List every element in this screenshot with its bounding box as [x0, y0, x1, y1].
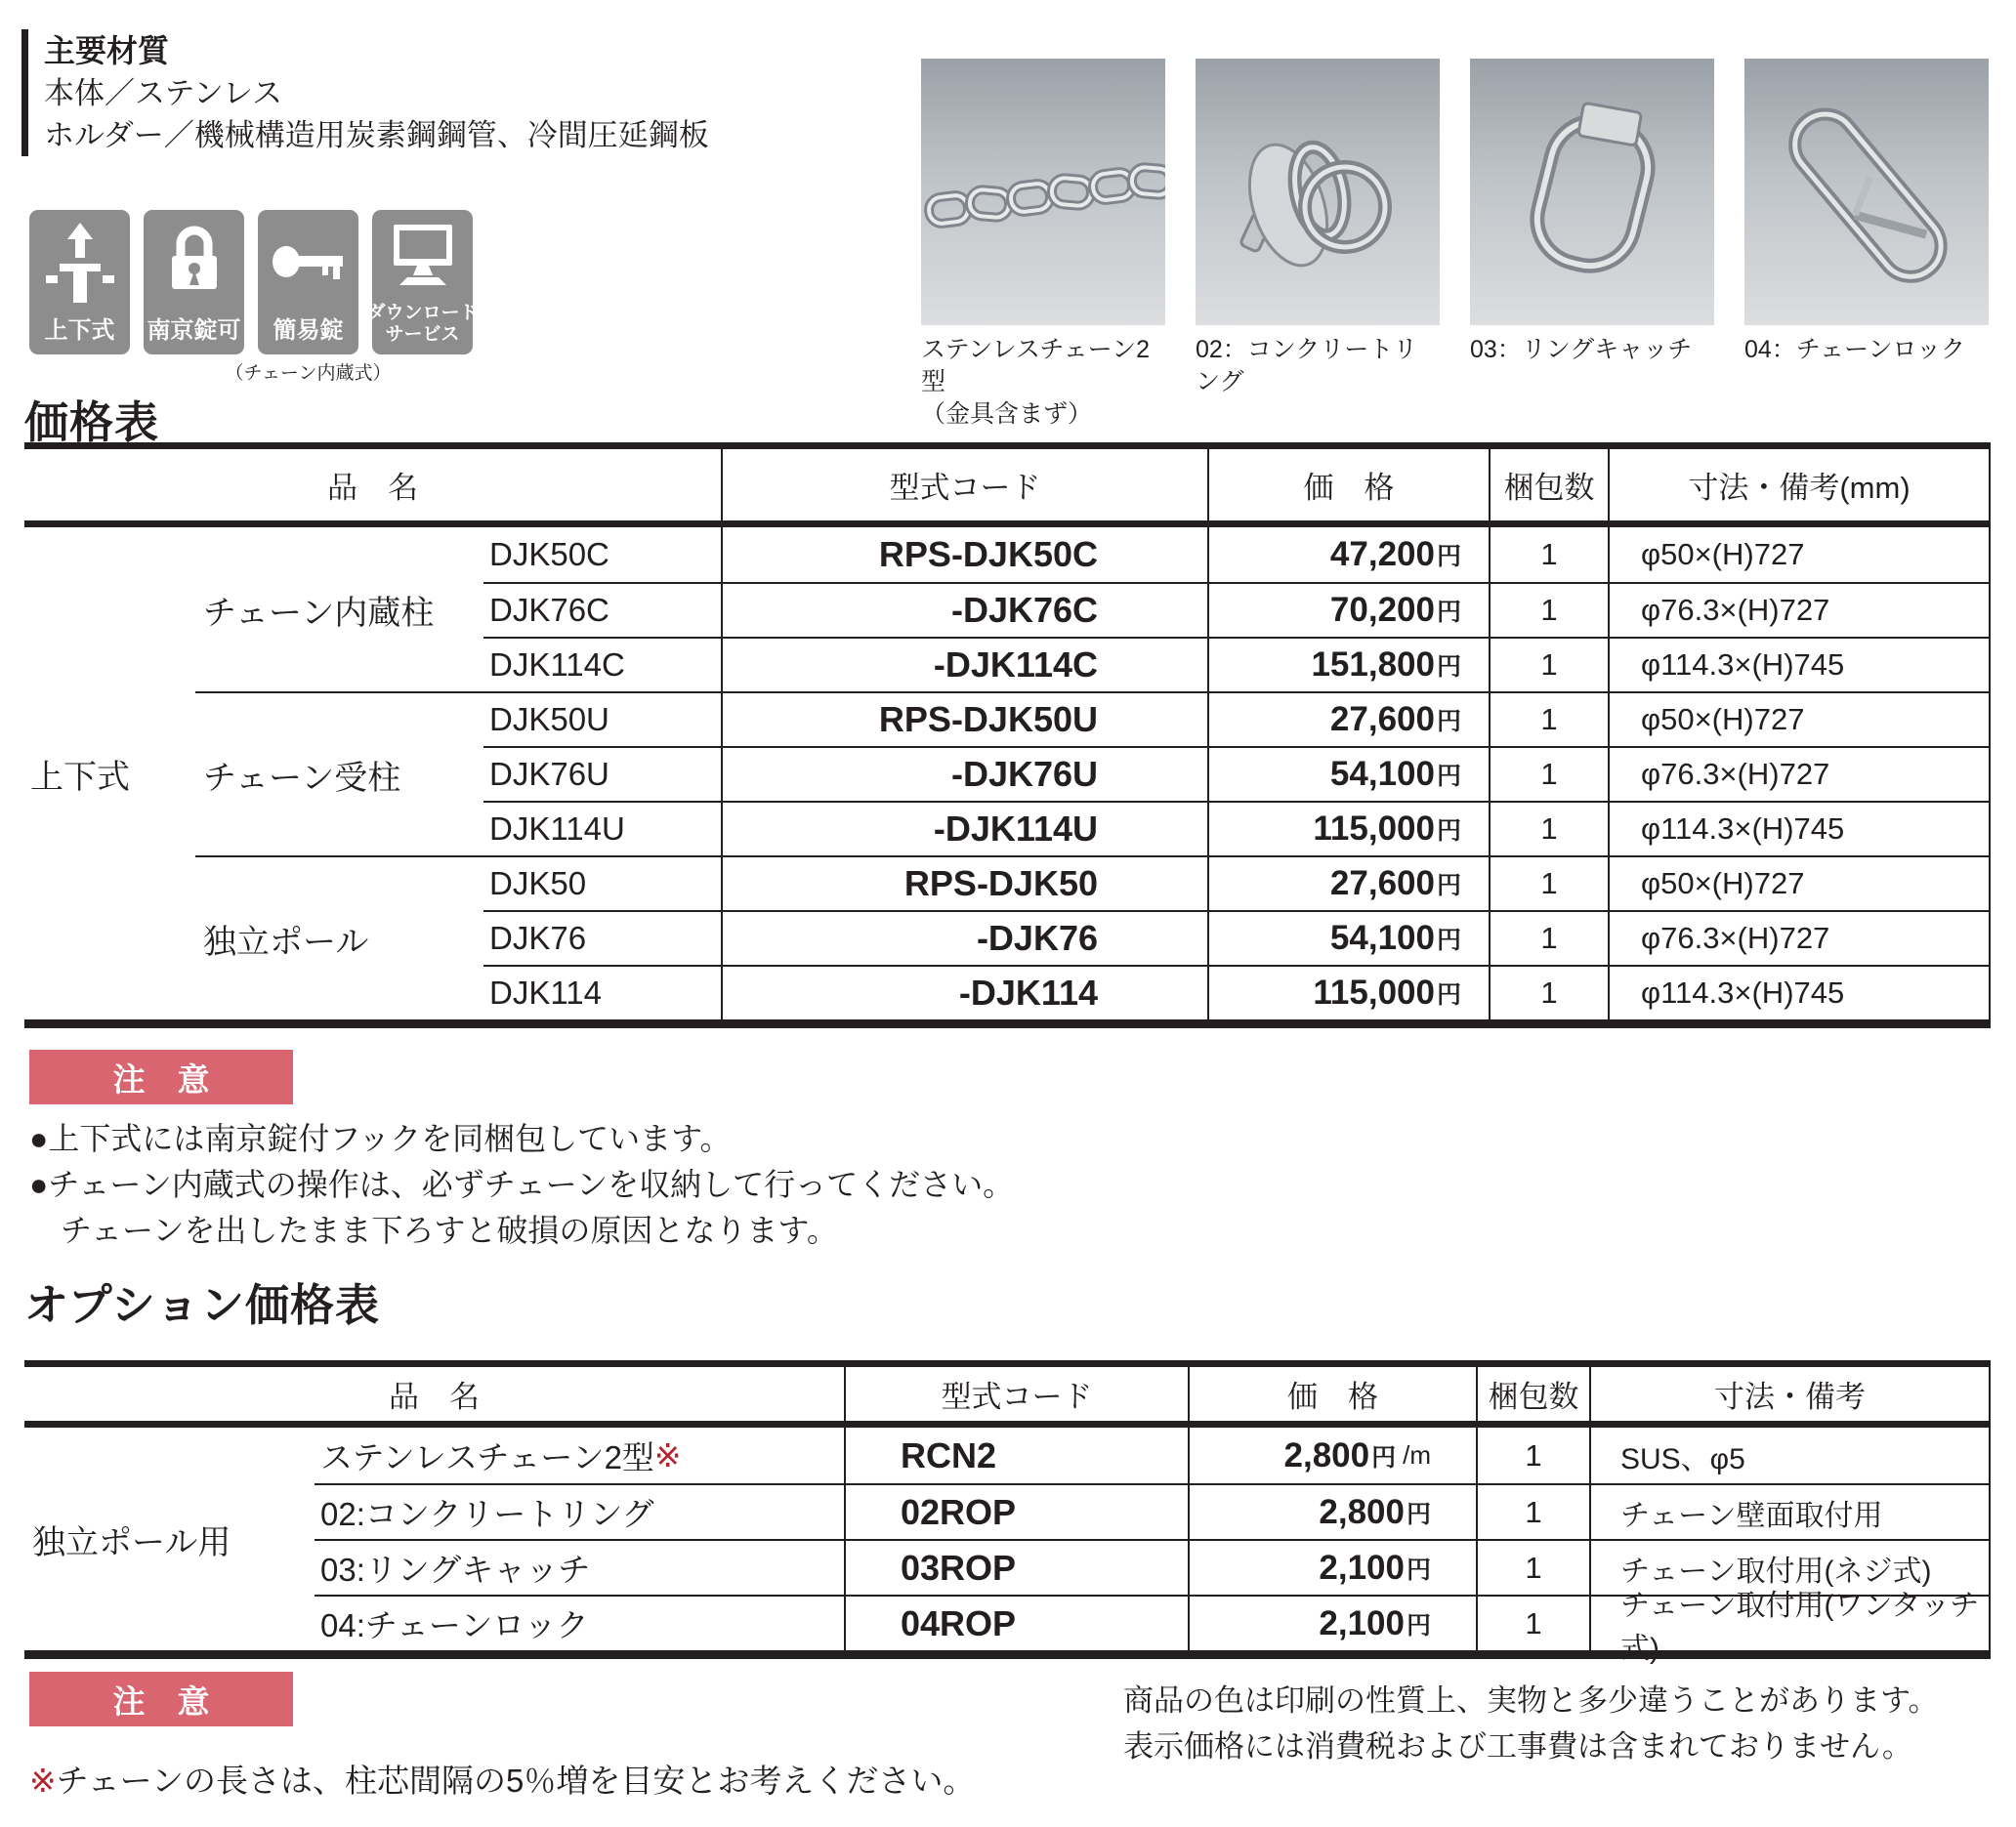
price-table-title: 価格表 — [24, 397, 160, 447]
yen-suffix: 円 — [1436, 653, 1461, 681]
dims-cell: φ76.3×(H)727 — [1608, 746, 1991, 801]
subgroup-label: 独立ポール — [195, 855, 483, 1019]
price-cell — [1207, 582, 1489, 637]
yen-suffix: 円 — [1436, 872, 1461, 899]
option-name-cell: 04:チェーンロック — [315, 1595, 844, 1650]
price-cell — [1207, 527, 1489, 582]
option-name-cell — [315, 1428, 844, 1483]
dims-cell: SUS、φ5 — [1589, 1428, 1991, 1483]
pack-cell: 1 — [1476, 1483, 1589, 1539]
reference-mark: ※ — [653, 1437, 682, 1474]
badge-padlock — [144, 210, 244, 354]
yen-suffix: 円 — [1406, 1500, 1431, 1528]
model-cell: DJK50U — [483, 691, 721, 746]
code-cell: -DJK114 — [721, 965, 1207, 1019]
price-cell — [1188, 1483, 1476, 1539]
feature-badges — [29, 210, 479, 384]
photo-block-chain-lock — [1744, 59, 1989, 431]
photo-caption — [1744, 334, 1989, 366]
footer-disclaimer — [1123, 1678, 1939, 1769]
price-value: 2,100 — [1319, 1603, 1405, 1642]
yen-suffix: 円 — [1436, 763, 1461, 790]
price-value: 2,800 — [1283, 1435, 1370, 1474]
badge-download-label — [367, 303, 479, 346]
footer-line: 商品の色は印刷の性質上、実物と多少違うことがあります。 — [1123, 1683, 1939, 1718]
pack-cell: 1 — [1476, 1539, 1589, 1595]
price-value: 27,600 — [1329, 864, 1435, 902]
pack-cell: 1 — [1489, 965, 1608, 1019]
monitor-icon — [387, 210, 459, 292]
yen-suffix: 円 — [1436, 817, 1461, 845]
badge-simple-lock — [225, 210, 392, 384]
col-header-price: 価 格 — [1188, 1367, 1476, 1428]
photo-caption-line1: ステンレスチェーン2型 — [921, 336, 1151, 395]
model-cell: DJK114C — [483, 637, 721, 691]
per-meter-suffix: /m — [1403, 1440, 1431, 1470]
code-cell: -DJK114U — [721, 801, 1207, 855]
pack-cell: 1 — [1489, 855, 1608, 910]
col-header-pack: 梱包数 — [1489, 449, 1608, 527]
option-name: ステンレスチェーン2型 — [320, 1439, 654, 1475]
subgroup-label: チェーン受柱 — [195, 691, 483, 855]
photo-caption-line1: 04：チェーンロック — [1744, 336, 1966, 363]
photo-caption-line2: （金具含まず） — [921, 400, 1093, 428]
pack-cell: 1 — [1489, 746, 1608, 801]
photo-block-ring-catch — [1470, 59, 1714, 431]
pack-cell: 1 — [1489, 691, 1608, 746]
price-cell — [1188, 1428, 1476, 1483]
col-header-code: 型式コード — [844, 1367, 1188, 1428]
subgroup-label: チェーン内蔵柱 — [203, 594, 435, 632]
option-price-table — [24, 1360, 1991, 1665]
code-cell: -DJK114C — [721, 637, 1207, 691]
photo-ring-catch — [1470, 59, 1714, 325]
model-cell: DJK50C — [489, 536, 609, 572]
dims-cell: φ50×(H)727 — [1608, 527, 1991, 582]
notice-lines — [29, 1116, 1014, 1254]
price-cell — [1207, 855, 1489, 910]
col-header-name: 品 名 — [24, 449, 721, 527]
pack-cell: 1 — [1489, 527, 1608, 582]
photo-stainless-chain — [921, 59, 1165, 325]
materials-title: 主要材質 — [44, 33, 170, 68]
model-cell: DJK114U — [483, 801, 721, 855]
dims-cell: チェーン壁面取付用 — [1589, 1483, 1991, 1539]
price-cell — [1207, 746, 1489, 801]
code-cell: RCN2 — [844, 1428, 1188, 1483]
price-value: 115,000 — [1313, 810, 1435, 848]
price-table — [24, 442, 1991, 1028]
reference-mark: ※ — [29, 1763, 57, 1799]
code-cell: RPS-DJK50 — [721, 855, 1207, 910]
photo-caption-line1: 03：リングキャッチ — [1470, 336, 1693, 363]
photo-caption — [921, 334, 1165, 431]
photo-concrete-ring — [1196, 59, 1440, 325]
dims-cell: φ76.3×(H)727 — [1608, 582, 1991, 637]
pack-cell: 1 — [1476, 1595, 1589, 1650]
code-cell: 03ROP — [844, 1539, 1188, 1595]
code-cell: 04ROP — [844, 1595, 1188, 1650]
footer-line: 表示価格には消費税および工事費は含まれておりません。 — [1123, 1729, 1912, 1764]
badge-padlock-label: 南京錠可 — [147, 317, 241, 344]
notice-line: ●チェーン内蔵式の操作は、必ずチェーンを収納して行ってください。 — [29, 1167, 1015, 1202]
dims-cell: チェーン取付用(ネジ式) — [1589, 1539, 1991, 1595]
photo-block-concrete-ring — [1196, 59, 1440, 431]
pack-cell: 1 — [1489, 910, 1608, 965]
model-cell: DJK76U — [483, 746, 721, 801]
option-name-cell: 02:コンクリートリング — [315, 1483, 844, 1539]
price-cell — [1188, 1595, 1476, 1650]
price-cell — [1207, 691, 1489, 746]
price-value: 47,200 — [1329, 535, 1435, 573]
badge-updown — [29, 210, 130, 354]
dims-cell: φ114.3×(H)745 — [1608, 801, 1991, 855]
col-header-dims: 寸法・備考 — [1589, 1367, 1991, 1428]
price-cell — [1207, 637, 1489, 691]
dims-cell: φ76.3×(H)727 — [1608, 910, 1991, 965]
code-cell: -DJK76U — [721, 746, 1207, 801]
photo-caption — [1470, 334, 1714, 366]
materials-line-holder: ホルダー／機械構造用炭素鋼鋼管、冷間圧延鋼板 — [44, 118, 709, 152]
yen-suffix: 円 — [1436, 708, 1461, 735]
model-cell: DJK50 — [483, 855, 721, 910]
product-photos — [921, 59, 1989, 431]
photo-caption-line1: 02：コンクリートリング — [1196, 336, 1418, 395]
dims-cell: φ114.3×(H)745 — [1608, 965, 1991, 1019]
col-header-pack: 梱包数 — [1476, 1367, 1589, 1428]
notice-badge: 注 意 — [29, 1050, 293, 1104]
pack-cell: 1 — [1489, 637, 1608, 691]
yen-suffix: 円 — [1436, 599, 1461, 626]
group-label: 上下式 — [30, 758, 130, 796]
yen-suffix: 円 — [1406, 1556, 1431, 1584]
price-cell — [1188, 1539, 1476, 1595]
materials-block — [21, 29, 709, 156]
padlock-icon — [162, 210, 227, 306]
price-value: 27,600 — [1329, 700, 1435, 738]
notice-line: チェーンを出したまま下ろすと破損の原因となります。 — [29, 1213, 838, 1248]
yen-suffix: 円 — [1371, 1443, 1397, 1472]
price-value: 2,800 — [1319, 1492, 1405, 1531]
yen-suffix: 円 — [1406, 1611, 1431, 1640]
col-header-code: 型式コード — [721, 449, 1207, 527]
model-cell: DJK76 — [483, 910, 721, 965]
pack-cell: 1 — [1489, 801, 1608, 855]
price-cell — [1207, 965, 1489, 1019]
pack-cell: 1 — [1489, 582, 1608, 637]
dims-cell: φ114.3×(H)745 — [1608, 637, 1991, 691]
materials-line-body: 本体／ステンレス — [44, 76, 283, 110]
option-name-cell: 03:リングキャッチ — [315, 1539, 844, 1595]
badge-download-label-line1: ダウンロード — [366, 303, 479, 323]
code-cell: RPS-DJK50U — [721, 691, 1207, 746]
chain-length-note-text: チェーンの長さは、柱芯間隔の5％増を目安とお考えください。 — [56, 1763, 976, 1799]
col-header-dims: 寸法・備考(mm) — [1608, 449, 1991, 527]
badge-download-label-line2: サービス — [385, 324, 460, 345]
badge-download — [366, 210, 479, 354]
code-cell: -DJK76C — [721, 582, 1207, 637]
col-header-price: 価 格 — [1207, 449, 1489, 527]
price-value: 2,100 — [1319, 1548, 1405, 1587]
key-icon — [271, 210, 347, 306]
badge-updown-label: 上下式 — [44, 317, 115, 344]
dims-cell: チェーン取付用(ワンタッチ式) — [1589, 1595, 1991, 1650]
price-cell — [1207, 801, 1489, 855]
col-header-name: 品 名 — [24, 1367, 844, 1428]
badge-simple-lock-note: （チェーン内蔵式） — [225, 363, 392, 384]
dims-cell: φ50×(H)727 — [1608, 691, 1991, 746]
pack-cell: 1 — [1476, 1428, 1589, 1483]
price-value: 70,200 — [1329, 591, 1435, 629]
price-value: 54,100 — [1329, 755, 1435, 793]
price-value: 54,100 — [1329, 919, 1435, 957]
price-cell — [1207, 910, 1489, 965]
yen-suffix: 円 — [1436, 981, 1461, 1009]
photo-caption — [1196, 334, 1440, 398]
option-table-title: オプション価格表 — [24, 1280, 380, 1330]
code-cell: 02ROP — [844, 1483, 1188, 1539]
code-cell: -DJK76 — [721, 910, 1207, 965]
photo-block-chain — [921, 59, 1165, 431]
dims-cell: φ50×(H)727 — [1608, 855, 1991, 910]
group-label: 独立ポール用 — [32, 1523, 231, 1561]
price-value: 151,800 — [1311, 645, 1435, 684]
badge-simple-lock-label: 簡易錠 — [273, 317, 344, 344]
photo-chain-lock — [1744, 59, 1989, 325]
chain-length-note — [29, 1756, 975, 1802]
model-cell: DJK114 — [483, 965, 721, 1019]
yen-suffix: 円 — [1436, 543, 1461, 570]
price-value: 115,000 — [1313, 974, 1435, 1012]
notice-line: ●上下式には南京錠付フックを同梱包しています。 — [29, 1121, 732, 1156]
model-cell: DJK76C — [483, 582, 721, 637]
code-cell: RPS-DJK50C — [721, 527, 1207, 582]
updown-pole-icon — [46, 210, 114, 310]
notice-badge: 注 意 — [29, 1672, 293, 1726]
yen-suffix: 円 — [1436, 927, 1461, 954]
